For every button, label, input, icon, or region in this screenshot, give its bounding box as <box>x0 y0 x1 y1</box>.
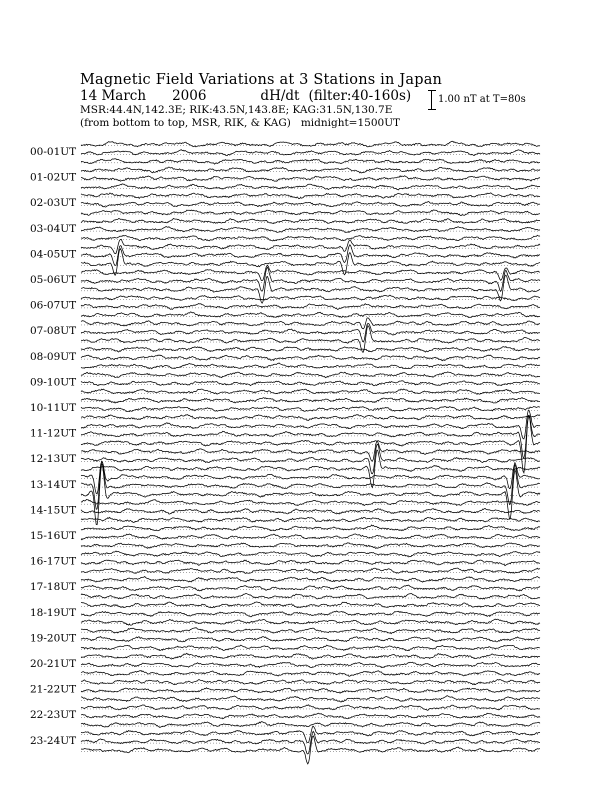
scale-label: 1.00 nT at T=80s <box>438 94 526 105</box>
station-trace-kag <box>81 705 540 711</box>
station-trace-rik <box>81 202 540 208</box>
station-trace-kag <box>81 628 540 634</box>
station-trace-msr <box>81 415 540 421</box>
station-trace-rik <box>81 444 540 474</box>
station-trace-rik <box>81 381 540 386</box>
station-trace-kag <box>81 372 540 378</box>
station-trace-msr <box>81 235 540 241</box>
station-trace-msr <box>81 645 540 651</box>
stations-coordinates: MSR:44.4N,142.3E; RIK:43.5N,143.8E; KAG:31.5N,130.7E <box>80 104 393 116</box>
station-trace-rik <box>81 461 540 509</box>
filter-label: (filter:40-160s) <box>308 88 412 104</box>
station-trace-rik <box>81 176 540 182</box>
hour-label: 18-19UT <box>30 606 77 619</box>
station-trace-msr <box>81 389 540 394</box>
hour-label: 14-15UT <box>30 504 77 517</box>
hour-label: 19-20UT <box>30 632 77 645</box>
station-trace-msr <box>81 363 540 369</box>
station-trace-msr <box>81 312 540 318</box>
station-trace-kag <box>81 266 540 281</box>
station-trace-kag <box>81 193 540 199</box>
station-trace-rik <box>81 534 540 540</box>
station-trace-rik <box>81 560 540 566</box>
station-trace-rik <box>81 713 540 719</box>
station-trace-kag <box>81 653 540 659</box>
hour-label: 17-18UT <box>30 581 77 594</box>
station-trace-msr <box>81 543 540 549</box>
station-trace-kag <box>81 167 540 173</box>
station-trace-kag <box>81 680 540 685</box>
hour-label: 13-14UT <box>30 478 77 491</box>
station-trace-kag <box>81 141 540 147</box>
station-order-note: (from bottom to top, MSR, RIK, & KAG) <box>80 117 291 129</box>
hour-label: 01-02UT <box>30 171 77 184</box>
hour-label: 02-03UT <box>30 197 77 210</box>
hour-label: 04-05UT <box>30 248 77 261</box>
hour-label: 23-24UT <box>30 734 77 747</box>
station-trace-msr <box>81 450 540 488</box>
station-trace-rik <box>81 688 540 694</box>
hour-label: 16-17UT <box>30 555 77 568</box>
station-trace-rik <box>81 611 540 617</box>
station-trace-kag <box>81 218 540 223</box>
station-trace-msr <box>81 619 540 625</box>
hour-label: 11-12UT <box>30 427 77 440</box>
station-trace-rik <box>81 227 540 233</box>
quantity-label: dH/dt <box>260 88 300 104</box>
station-trace-rik <box>81 150 540 156</box>
station-trace-kag <box>81 318 540 329</box>
hour-label: 21-22UT <box>30 683 77 696</box>
station-trace-msr <box>81 210 540 216</box>
hour-label: 09-10UT <box>30 376 77 389</box>
station-trace-kag <box>81 295 540 300</box>
hour-label: 15-16UT <box>30 530 77 542</box>
hour-label: 07-08UT <box>30 325 77 338</box>
station-trace-rik <box>81 585 540 591</box>
station-trace-msr <box>81 184 540 190</box>
station-trace-msr <box>81 517 540 522</box>
station-trace-kag <box>81 462 540 494</box>
station-trace-msr <box>81 159 540 164</box>
station-trace-kag <box>81 500 540 506</box>
station-trace-msr <box>81 464 540 525</box>
hour-label: 05-06UT <box>30 274 77 286</box>
station-trace-rik <box>81 662 540 667</box>
date-day: 14 March <box>80 88 147 104</box>
station-trace-kag <box>81 398 540 404</box>
hour-label: 03-04UT <box>30 222 77 235</box>
station-trace-rik <box>81 509 540 515</box>
station-trace-kag <box>81 239 540 253</box>
station-trace-rik <box>81 355 540 361</box>
station-trace-msr <box>81 696 540 702</box>
hour-label: 08-09UT <box>30 350 77 363</box>
station-trace-kag <box>81 602 540 608</box>
station-trace-msr <box>81 722 540 728</box>
hour-label: 22-23UT <box>30 709 77 722</box>
date-year: 2006 <box>172 88 207 104</box>
hour-label: 06-07UT <box>30 299 77 312</box>
station-trace-kag <box>81 577 540 583</box>
station-trace-kag <box>81 551 540 557</box>
station-trace-kag <box>81 347 540 353</box>
station-trace-rik <box>81 407 540 412</box>
hour-label: 00-01UT <box>30 146 77 158</box>
hour-label: 20-21UT <box>30 658 77 670</box>
station-trace-rik <box>81 637 540 642</box>
hour-label: 10-11UT <box>30 402 77 414</box>
station-trace-rik <box>81 304 540 310</box>
station-trace-rik <box>81 245 540 266</box>
midnight-note: midnight=1500UT <box>300 117 401 129</box>
station-trace-msr <box>81 275 540 303</box>
chart-title: Magnetic Field Variations at 3 Stations in Japan <box>80 72 443 88</box>
hour-label: 12-13UT <box>30 453 77 466</box>
traces-group <box>81 141 540 764</box>
station-trace-msr <box>81 671 540 677</box>
